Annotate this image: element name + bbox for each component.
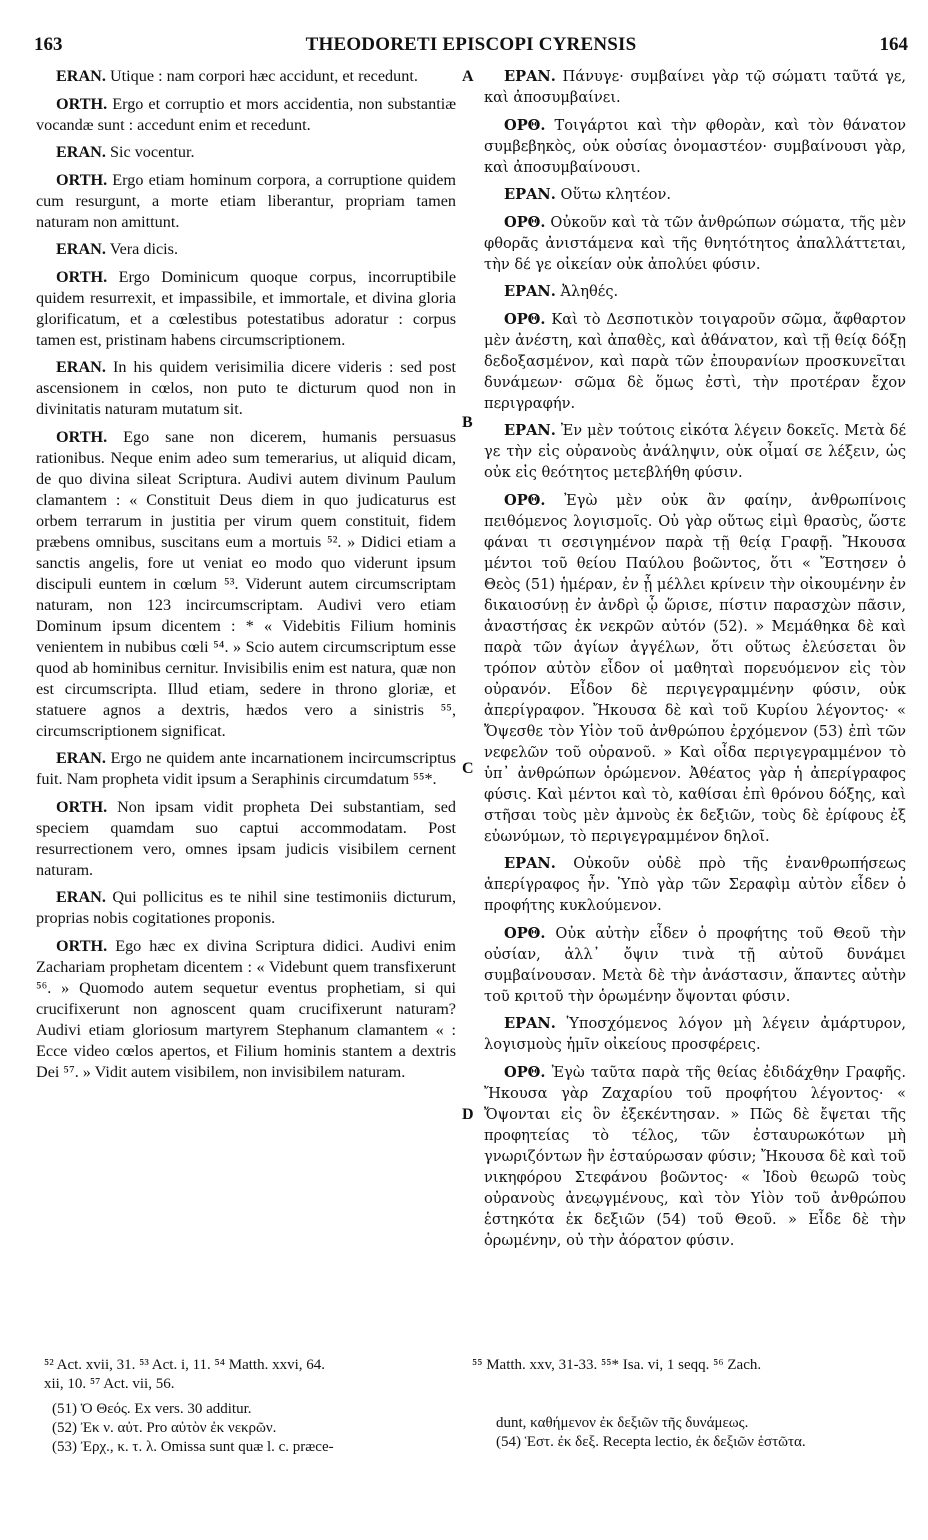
speaker: ΕΡΑΝ. <box>504 1015 556 1032</box>
latin-paragraph: ORTH. Ergo et corruptio et mors accidentia, non substantiæ vocandæ sunt : accedunt enim et recedunt. <box>36 94 456 134</box>
footnote-line: ⁵² Act. xvii, 31. ⁵³ Act. i, 11. ⁵⁴ Matth. xxvi, 64. <box>44 1357 326 1373</box>
margin-mark-b: B <box>462 414 473 431</box>
speaker: ΕΡΑΝ. <box>504 422 556 439</box>
note-line: (52) Ἐκ ν. αὐτ. Pro αὐτὸν ἐκ νεκρῶν. <box>52 1420 277 1436</box>
critical-notes-left <box>52 1400 462 1457</box>
greek-paragraph: ΟΡΘ. Οὐκοῦν καὶ τὰ τῶν ἀνθρώπων σώματα, τῆς μὲν φθορᾶς ἀνιστάμενα καὶ τῆς θνητότητος ἀπαλλάττεται, τὴν δέ γε οἰκείαν οὐκ ἀπολύει φύσιν. <box>484 213 906 273</box>
margin-mark-c: C <box>462 760 474 777</box>
speaker: ΟΡΘ. <box>504 310 546 328</box>
greek-paragraph: ΕΡΑΝ. Πάνυγε· συμβαίνει γὰρ τῷ σώματι ταῦτά γε, καὶ ἀποσυμβαίνει. <box>484 68 906 106</box>
greek-paragraph: ΟΡΘ. Οὐκ αὐτὴν εἶδεν ὁ προφήτης τοῦ Θεοῦ τὴν οὐσίαν, ἀλλ᾽ ὄψιν τινὰ τῇ αὐτοῦ δυνάμει συμβαίνουσαν. Μετὰ δὲ τὴν ἀνάστασιν, ἅπαντες αὐτὴν τοῦ κριτοῦ τὴν ὁρωμένην ὄψονται φύσιν. <box>484 924 906 1005</box>
page-number-right: 164 <box>879 34 908 55</box>
running-title: THEODORETI EPISCOPI CYRENSIS <box>305 34 637 55</box>
speaker: ERAN. <box>56 358 106 376</box>
speaker: ORTH. <box>56 267 108 286</box>
speaker: ΕΡΑΝ. <box>504 186 556 203</box>
page-number-left: 163 <box>34 34 63 55</box>
greek-paragraph: ΕΡΑΝ. Ὑποσχόμενος λόγον μὴ λέγειν ἀμάρτυρον, λογισμοὺς ἡμῖν οἰκείους προσφέρεις. <box>484 1015 906 1053</box>
speaker: ΕΡΑΝ. <box>504 283 556 300</box>
latin-paragraph: ERAN. In his quidem verisimilia dicere videris : sed post ascensionem in cœlos, non puto te dicturum quod non in divinitatis naturam mutatum sit. <box>36 358 456 418</box>
greek-paragraph: ΕΡΑΝ. Ἀληθές. <box>504 283 619 300</box>
greek-paragraph: ΕΡΑΝ. Ἐν μὲν τούτοις εἰκότα λέγειν δοκεῖς. Μετὰ δέ γε τὴν εἰς οὐρανοὺς ἀνάληψιν, οὐκ οἶμαί σε λέξειν, ὡς οὐκ εἰς θεότητος μετεβλήθη φύσιν. <box>484 422 907 481</box>
greek-paragraph: ΟΡΘ. Τοιγάρτοι καὶ τὴν φθορὰν, καὶ τὸν θάνατον συμβεβηκὸς, οὐκ οὐσίας ὀνομαστέον· συμβαίνουσι γὰρ, καὶ ἀποσυμβαίνουσι. <box>484 116 906 176</box>
note-line: (51) Ὁ Θεός. Ex vers. 30 additur. <box>52 1401 252 1417</box>
speaker: ΟΡΘ. <box>504 1063 546 1081</box>
footnote-line: xii, 10. ⁵⁷ Act. vii, 56. <box>44 1376 175 1392</box>
latin-paragraph: ERAN. Qui pollicitus es te nihil sine testimoniis dicturum, proprias nobis cogitationes proponis. <box>36 888 457 927</box>
speaker: ERAN. <box>56 749 106 767</box>
margin-mark-d: D <box>462 1106 474 1123</box>
speaker: ORTH. <box>56 797 108 816</box>
note-line: (54) Ἑστ. ἐκ δεξ. Recepta lectio, ἐκ δεξιῶν ἑστῶτα. <box>496 1434 806 1450</box>
footnote-line: ⁵⁵ Matth. xxv, 31-33. ⁵⁵* Isa. vi, 1 seqq. ⁵⁶ Zach. <box>472 1357 762 1373</box>
critical-notes-right <box>496 1414 916 1452</box>
speaker: ΟΡΘ. <box>504 491 546 509</box>
speaker: ORTH. <box>56 94 108 113</box>
running-header <box>34 34 908 62</box>
latin-paragraph: ORTH. Ergo Dominicum quoque corpus, incorruptibile quidem resurrexit, et impassibile, et immortale, et divina gloria glorificatum, et a cœlestibus potestatibus adoratur : corpus tamen est, pristinam habens circumscriptionem. <box>36 267 456 349</box>
speaker: ΟΡΘ. <box>504 213 546 231</box>
latin-paragraph: ERAN. Utique : nam corpori hæc accidunt, et recedunt. <box>56 67 418 85</box>
latin-paragraph: ORTH. Non ipsam vidit propheta Dei substantiam, sed speciem quamdam suo captui accommodatam. Post resurrectionem vero, omnes ipsam judicis visibilem cernent naturam. <box>36 797 457 879</box>
speaker: ΟΡΘ. <box>504 924 546 942</box>
latin-paragraph: ORTH. Ego hæc ex divina Scriptura didici. Audivi enim Zachariam prophetam dicentem : « Videbunt quem transfixerunt ⁵⁶. » Quomodo autem sequetur eventus prophetiam, si qui crucifixerunt non agnoscent quam crucifixerunt naturam? Audivi etiam gloriosum martyrem Stephanum clamantem « : Ecce video cœlos apertos, et Filium hominis stantem a dextris Dei ⁵⁷. » Vidit autem visibilem, non invisibilem naturam. <box>36 936 457 1081</box>
latin-paragraph: ERAN. Sic vocentur. <box>56 143 195 161</box>
greek-column <box>484 66 906 1257</box>
speaker: ORTH. <box>56 170 108 189</box>
speaker: ΟΡΘ. <box>504 116 546 134</box>
speaker: ERAN. <box>56 143 106 161</box>
speaker: ERAN. <box>56 240 106 258</box>
greek-paragraph: ΟΡΘ. Ἐγὼ μὲν οὐκ ἂν φαίην, ἀνθρωπίνοις πειθόμενος λογισμοῖς. Οὐ γὰρ οὕτως εἰμὶ θρασὺς, ὥστε φάναι τι σεσιγημένον παρὰ τῇ θείᾳ Γραφῇ. Ἤκουσα μέντοι τοῦ θείου Παύλου βοῶντος, ὅτι « Ἔστησεν ὁ Θεὸς (51) ἡμέραν, ἐν ᾗ μέλλει κρίνειν τὴν οἰκουμένην ἐν δικαιοσύνῃ ἐν ἀνδρὶ ᾧ ὥρισε, πίστιν παρασχὼν πᾶσιν, ἀναστήσας ἐκ νεκρῶν αὐτόν (52). » Μεμάθηκα δὲ καὶ παρὰ τῶν ἁγίων ἀγγέλων, ὅτι οὕτως ἐλεύσεται ὃν τρόπον αὐτὸν εἶδον οἱ μαθηταὶ πορευόμενον εἰς τὸν οὐρανόν. Εἶδον δὲ περιγεγραμμένην φύσιν, οὐκ ἀπερίγραφον. Ἤκουσα δὲ καὶ τοῦ Κυρίου λέγοντος· « Ὄψεσθε τὸν Υἱὸν τοῦ ἀνθρώπου ἐρχόμενον (53) ἐπὶ τῶν νεφελῶν τοῦ οὐρανοῦ. » Καὶ οἶδα περιγεγραμμένον τὸ ὑπ᾽ ἀνθρώπων ὁρώμενον. Ἀθέατος γὰρ ἡ ἀπερίγραφος φύσις. Καὶ μέντοι καὶ τὸ, καθίσαι ἐπὶ θρόνου δόξης, καὶ στῆσαι τοὺς μὲν ἀμνοὺς ἐκ δεξιῶν, τοὺς δὲ ἐρίφους ἐξ εὐωνύμων, τὸ περιγεγραμμένον δηλοῖ. <box>484 491 906 845</box>
scripture-footnotes-right <box>472 1356 912 1375</box>
speaker: ORTH. <box>56 427 108 446</box>
greek-paragraph: ΟΡΘ. Ἐγὼ ταῦτα παρὰ τῆς θείας ἐδιδάχθην Γραφῆς. Ἤκουσα γὰρ Ζαχαρίου τοῦ προφήτου λέγοντος· « Ὄψονται εἰς ὃν ἐξεκέντησαν. » Πῶς δὲ ἔψεται τῆς προφητείας τὸ τέλος, τῶν ἐσταυρωκότων μὴ γνωριζόντων ἣν ἐσταύρωσαν φύσιν; Ἤκουσα δὲ καὶ τοῦ νικηφόρου Στεφάνου βοῶντος· « Ἰδοὺ θεωρῶ τοὺς οὐρανοὺς ἀνεῳγμένους, καὶ τὸν Υἱὸν τοῦ ἀνθρώπου ἑστηκότα ἐκ δεξιῶν (54) τοῦ Θεοῦ. » Εἶδε δὲ τὴν ὁρωμένην, οὐ τὴν ἀόρατον φύσιν. <box>484 1063 906 1249</box>
greek-paragraph: ΕΡΑΝ. Οὕτω κλητέον. <box>504 186 671 203</box>
speaker: ERAN. <box>56 67 106 85</box>
note-line: (53) Ἐρχ., κ. τ. λ. Omissa sunt quæ l. c. præce- <box>52 1439 334 1455</box>
greek-paragraph: ΟΡΘ. Καὶ τὸ Δεσποτικὸν τοιγαροῦν σῶμα, ἄφθαρτον μὲν ἀνέστη, καὶ ἀπαθὲς, καὶ ἀθάνατον, καὶ τῇ θείᾳ δόξῃ δεδοξασμένον, καὶ παρὰ τῶν ἐπουρανίων προσκυνεῖται δυνάμεων· σῶμα δὲ ὅμως ἐστὶ, τὴν προτέραν ἔχον περιγραφήν. <box>484 310 907 412</box>
speaker: ORTH. <box>56 936 108 955</box>
greek-paragraph: ΕΡΑΝ. Οὐκοῦν οὐδὲ πρὸ τῆς ἐνανθρωπήσεως ἀπερίγραφος ἦν. Ὑπὸ γὰρ τῶν Σεραφὶμ αὐτὸν εἶδεν ὁ προφήτης κυκλούμενον. <box>484 855 906 914</box>
speaker: ERAN. <box>56 888 106 906</box>
speaker: ΕΡΑΝ. <box>504 855 556 872</box>
latin-paragraph: ORTH. Ego sane non dicerem, humanis persuasus rationibus. Neque enim adeo sum temerarius, ut aliquid dicam, de quo divina sileat Scriptura. Audivi autem divinum Paulum clamantem : « Constituit Deus diem in quo judicaturus est orbem terrarum in justitia per virum quem constituit, fidem præbens omnibus, suscitans eum a mortuis ⁵². » Didici etiam a sanctis angelis, fore ut veniat eo modo quo viderunt ipsum discipuli euntem in cœlum ⁵³. Viderunt autem circumscriptam naturam, non 123 incircumscriptam. Audivi vero etiam Dominum ipsum dicentem : * « Videbitis Filium hominis venientem in nubibus cœli ⁵⁴. » Scio autem circumscriptum esse quod ab hominibus cernitur. Invisibilis enim est natura, quæ non est circumscripta. Illud etiam, sedere in throno gloriæ, et statuere agnos a dextris, hædos vero a sinistris ⁵⁵, circumscriptionem significat. <box>36 427 457 740</box>
scripture-footnotes-left <box>44 1356 464 1394</box>
latin-paragraph: ERAN. Vera dicis. <box>56 240 179 258</box>
speaker: ΕΡΑΝ. <box>504 68 556 85</box>
latin-column <box>36 66 456 1089</box>
margin-mark-a: A <box>462 68 474 85</box>
latin-paragraph: ERAN. Ergo ne quidem ante incarnationem incircumscriptus fuit. Nam propheta vidit ipsum a Seraphinis circumdatum ⁵⁵*. <box>36 749 456 788</box>
latin-paragraph: ORTH. Ergo etiam hominum corpora, a corruptione quidem cum resurgunt, a morte etiam liberantur, propriam tamen naturam non amittunt. <box>36 170 456 231</box>
note-line: dunt, καθήμενον ἐκ δεξιῶν τῆς δυνάμεως. <box>496 1415 749 1431</box>
